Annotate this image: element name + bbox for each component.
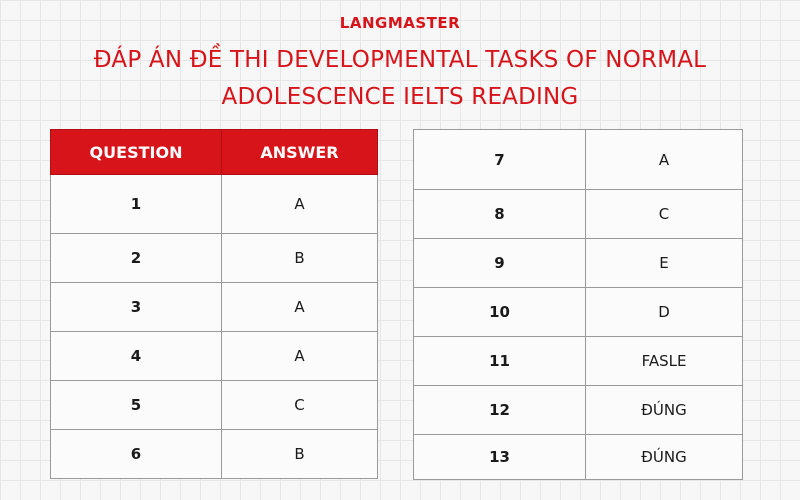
answer-value: C xyxy=(222,381,378,430)
table-row xyxy=(51,234,378,283)
table-row xyxy=(51,175,378,234)
answer-value: A xyxy=(222,332,378,381)
answer-value: D xyxy=(586,288,743,337)
table-row xyxy=(414,337,743,386)
brand-logo: LANGMASTER xyxy=(339,14,461,32)
question-number: 6 xyxy=(51,430,222,479)
answer-value: E xyxy=(586,239,743,288)
header-answer: ANSWER xyxy=(222,130,378,175)
table-row xyxy=(51,381,378,430)
question-number: 9 xyxy=(414,239,586,288)
page-title-line-2: ADOLESCENCE IELTS READING xyxy=(221,84,579,110)
answer-value: B xyxy=(222,234,378,283)
answer-value: B xyxy=(222,430,378,479)
table-row xyxy=(414,386,743,435)
answer-value: A xyxy=(586,130,743,190)
question-number: 3 xyxy=(51,283,222,332)
question-number: 11 xyxy=(414,337,586,386)
answer-value: A xyxy=(222,175,378,234)
table-row xyxy=(414,435,743,480)
answer-value: FASLE xyxy=(586,337,743,386)
question-number: 5 xyxy=(51,381,222,430)
table-row xyxy=(414,288,743,337)
answer-value: A xyxy=(222,283,378,332)
question-number: 4 xyxy=(51,332,222,381)
answer-value: ĐÚNG xyxy=(586,386,743,435)
question-number: 8 xyxy=(414,190,586,239)
answer-table-left xyxy=(50,129,378,479)
table-row xyxy=(51,430,378,479)
table-row xyxy=(414,130,743,190)
table-row xyxy=(51,332,378,381)
question-number: 12 xyxy=(414,386,586,435)
answer-value: ĐÚNG xyxy=(586,435,743,480)
question-number: 7 xyxy=(414,130,586,190)
question-number: 2 xyxy=(51,234,222,283)
table-row xyxy=(51,283,378,332)
question-number: 1 xyxy=(51,175,222,234)
answer-value: C xyxy=(586,190,743,239)
table-row xyxy=(414,239,743,288)
question-number: 13 xyxy=(414,435,586,480)
question-number: 10 xyxy=(414,288,586,337)
table-header-row xyxy=(51,130,378,175)
header-question: QUESTION xyxy=(51,130,222,175)
page-title-line-1: ĐÁP ÁN ĐỀ THI DEVELOPMENTAL TASKS OF NORMAL xyxy=(93,47,707,73)
table-row xyxy=(414,190,743,239)
answer-table-right xyxy=(413,129,743,480)
